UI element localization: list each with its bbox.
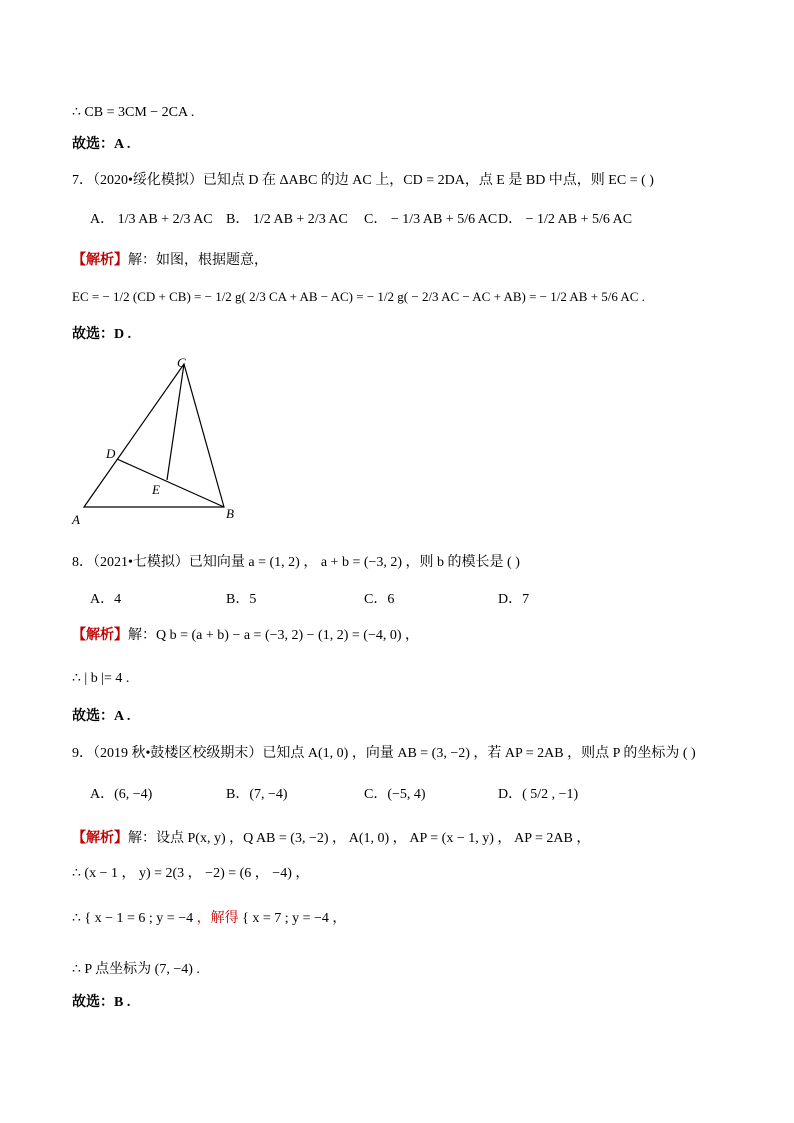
- label-c: C: [177, 355, 186, 370]
- q8-analysis-tag: 【解析】: [72, 628, 128, 643]
- label-b: B: [226, 506, 234, 521]
- q9-analysis-body: 解：设点 P(x, y) ，Q AB = (3, −2) ， A(1, 0) ， AP = (x − 1, y) ， AP = 2AB ，: [128, 831, 591, 846]
- q9-options: [90, 786, 610, 806]
- q9-option-a: A．(6, −4): [90, 787, 153, 802]
- q8-option-d: D．7: [498, 592, 530, 607]
- q9-option-b: B．(7, −4): [226, 787, 288, 802]
- label-e: E: [152, 482, 160, 497]
- segment-ce: [167, 364, 184, 480]
- q7-option-c: C． − 1/3 AB + 5/6 AC: [364, 212, 498, 227]
- q8-answer: 故选：A .: [72, 709, 131, 724]
- q8-result: ∴ | b |= 4 .: [72, 671, 130, 686]
- q9-stem: 9．（2019 秋•鼓楼区校级期末）已知点 A(1, 0) ，向量 AB = (3, −2) ，若 AP = 2AB ，则点 P 的坐标为 ( ): [72, 746, 696, 761]
- triangle-figure: [68, 352, 268, 532]
- q8-option-b: B．5: [226, 592, 257, 607]
- q7-analysis: [72, 252, 268, 270]
- q9-system: [72, 910, 346, 928]
- q9-system-lhs: ∴ { x − 1 = 6 ; y = −4: [72, 911, 194, 926]
- q9-answer: 故选：B .: [72, 995, 131, 1010]
- q9-option-c: C．(−5, 4): [364, 787, 426, 802]
- q7-stem: 7．（2020•绥化模拟）已知点 D 在 ΔABC 的边 AC 上，CD = 2DA，点 E 是 BD 中点，则 EC = ( ): [72, 173, 654, 188]
- label-a: A: [72, 512, 80, 527]
- q7-derivation: EC = − 1/2 (CD + CB) = − 1/2 g( 2/3 CA + AB − AC) = − 1/2 g( − 2/3 AC − AC + AB) = − 1/2 AB + 5/6 AC .: [72, 289, 645, 304]
- q7-option-a: A． 1/3 AB + 2/3 AC: [90, 212, 213, 227]
- prev-answer: 故选：A .: [72, 137, 131, 152]
- q9-step1: ∴ (x − 1 ， y) = 2(3 ， −2) = (6 ， −4) ，: [72, 866, 310, 881]
- q9-analysis-tag: 【解析】: [72, 831, 128, 846]
- prev-conclusion: ∴ CB = 3CM − 2CA .: [72, 105, 195, 120]
- q7-answer: 故选：D .: [72, 327, 132, 342]
- q9-system-mid: ，解得: [196, 911, 239, 926]
- q7-option-d: D． − 1/2 AB + 5/6 AC: [498, 212, 633, 227]
- segment-db: [117, 459, 224, 507]
- q8-option-a: A．4: [90, 592, 122, 607]
- q8-analysis-body: 解：Q b = (a + b) − a = (−3, 2) − (1, 2) = (−4, 0) ，: [128, 628, 419, 643]
- q8-analysis: [72, 627, 419, 645]
- q9-result: ∴ P 点坐标为 (7, −4) .: [72, 962, 200, 977]
- q8-stem: 8．（2021•七模拟）已知向量 a = (1, 2) ， a + b = (−3, 2) ，则 b 的模长是 ( ): [72, 555, 520, 570]
- label-d: D: [106, 446, 116, 461]
- q9-analysis: [72, 830, 590, 848]
- q8-options: [90, 591, 590, 611]
- q7-analysis-lead: 解：如图，根据题意，: [128, 253, 268, 268]
- q7-options: [90, 211, 650, 233]
- q7-option-b: B． 1/2 AB + 2/3 AC: [226, 212, 348, 227]
- q7-analysis-tag: 【解析】: [72, 253, 128, 268]
- q9-option-d: D．( 5/2 , −1): [498, 787, 579, 802]
- q9-system-rhs: { x = 7 ; y = −4 ，: [242, 911, 347, 926]
- q8-option-c: C．6: [364, 592, 395, 607]
